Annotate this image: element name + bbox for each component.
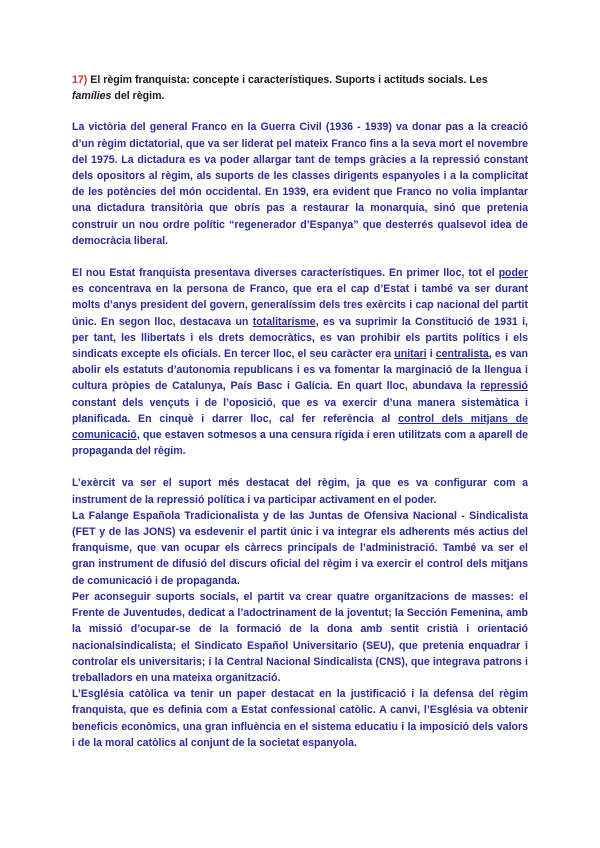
text-run: El nou Estat franquista presentava diverses característiques. En primer lloc, tot el xyxy=(72,267,499,280)
section-heading xyxy=(72,72,528,104)
heading-text: El règim franquista: concepte i característiques. Suports i actituds socials. Les xyxy=(90,74,488,86)
term-centralista: centralista xyxy=(435,348,489,361)
text-run: constant dels vençuts i de l’oposició, que es va exercir d’una manera sistemàtica i planificada. En cinquè i darrer lloc, cal fer referència al xyxy=(72,396,528,425)
paragraph-mass-organizations: Per aconseguir suports socials, el partit va crear quatre organitzacions de masses: el Frente de Juventudes, dedicat a l’adoctrinament de la joventut; la Sección Femenina, amb la missió d’ocupar-se de la formació de la dona amb sentit cristià i orientació nacionalsindicalista; el Sindicato Español Universitario (SEU), que pretenia enquadrar i controlar els universitaris; i la Central Nacional Sindicalista (CNS), que integrava patrons i treballadors en una mateixa organització. xyxy=(72,590,528,684)
term-repressio: repressió xyxy=(480,380,528,393)
heading-number: 17) xyxy=(72,74,88,86)
heading-tail: del règim. xyxy=(114,90,165,103)
text-run: i xyxy=(426,348,436,361)
paragraph-army: L’exèrcit va ser el suport més destacat del règim, ja que es va configurar com a instrument de la repressió política i va participar activament en el poder. xyxy=(72,477,528,506)
paragraph-falange: La Falange Española Tradicionalista y de las Juntas de Ofensiva Nacional - Sindicalista (FET y de las JONS) va esdevenir el partit únic i va integrar els adherents més actius del franquisme, que van ocupar els càrrecs principals de l’administració. També va ser el gran instrument de difusió del discurs oficial del règim i va exercir el control dels mitjans de comunicació i de propaganda. xyxy=(72,509,528,587)
paragraph-church: L’Església catòlica va tenir un paper destacat en la justificació i la defensa del règim franquista, que es definia com a Estat confessional catòlic. A canvi, l’Església va obtenir beneficis econòmics, una gran influència en el sistema educatiu i la imposició dels valors i de la moral catòlics al conjunt de la societat espanyola. xyxy=(72,688,528,749)
paragraph-intro: La victòria del general Franco en la Guerra Civil (1936 - 1939) va donar pas a la creació d’un règim dictatorial, que va ser liderat pel mateix Franco fins a la seva mort el novembre del 1975. La dictadura es va poder allargar tant de temps gràcies a la repressió constant dels opositors al règim, als suports de les classes dirigents espanyoles i a la complicitat de les potències del món occidental. En 1939, era evident que Franco no volia implantar una dictadura transitòria que obrís pas a restaurar la monarquia, sinó que pretenia construir un nou ordre polític “regenerador d’Espanya” que desterrés qualsevol idea de democràcia liberal. xyxy=(72,121,528,247)
term-poder: poder xyxy=(498,267,528,280)
text-run: , que estaven sotmesos a una censura rígida i eren utilitzats com a aparell de propaganda del règim. xyxy=(72,429,528,458)
text-run: , es van abolir els estatuts d’autonomia republicans i es va fomentar la marginació de la llengua i cultura pròpies de Catalunya, País Basc i Galícia. En quart lloc, abundava la xyxy=(72,348,528,393)
text-run: , es va suprimir la Constitució de 1931 i, per tant, les llibertats i els drets democràtics, es van prohibir els partits polítics i els sindicats excepte els oficials. En tercer lloc, el seu caràcter era xyxy=(72,315,528,361)
paragraph-characteristics xyxy=(72,265,528,459)
text-run: es concentrava en la persona de Franco, que era el cap d’Estat i també va ser durant molts d’anys president del govern, generalíssim dels tres exèrcits i cap nacional del partit únic. En segon lloc, destacava un xyxy=(72,283,528,328)
heading-italic: famílies xyxy=(72,90,112,103)
document-page xyxy=(72,72,528,751)
term-control-mitjans: control dels mitjans de comunicació xyxy=(72,412,528,442)
term-unitari: unitari xyxy=(394,348,427,361)
term-totalitarisme: totalitarisme xyxy=(252,315,316,328)
